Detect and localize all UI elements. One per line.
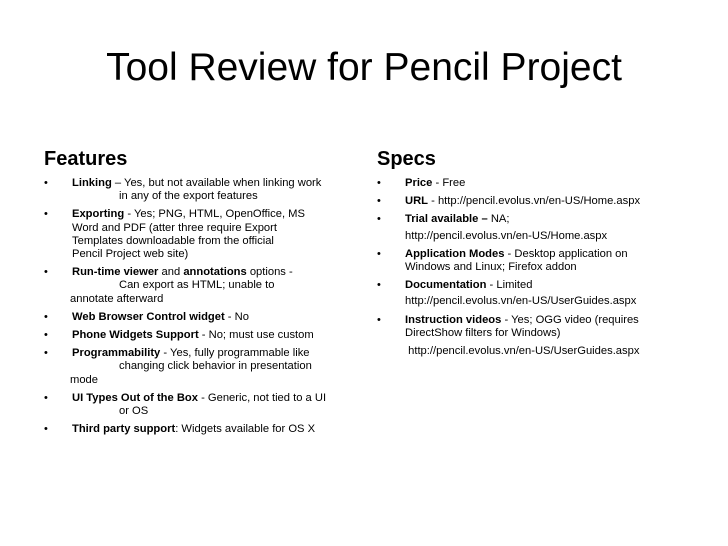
bullet-icon: • — [44, 266, 48, 279]
list-item: • Application Modes - Desktop application on Windows and Linux; Firefox addon — [377, 247, 628, 274]
list-item: • Phone Widgets Support - No; must use custom — [44, 329, 314, 342]
bullet-icon: • — [377, 247, 381, 260]
bullet-icon: • — [44, 423, 48, 436]
list-item: • Trial available – NA; http://pencil.evolus.vn/en-US/Home.aspx — [377, 213, 608, 242]
slide-title: Tool Review for Pencil Project — [106, 46, 622, 89]
specs-list — [377, 177, 677, 363]
list-item: • UI Types Out of the Box - Generic, not tied to a UI or OS — [44, 391, 327, 418]
list-item: • Price - Free — [377, 177, 466, 189]
features-heading: Features — [44, 148, 128, 170]
bullet-icon: • — [44, 177, 48, 189]
list-item: • Linking – Yes, but not available when linking work in any of the export features — [44, 177, 322, 203]
bullet-icon: • — [377, 279, 381, 292]
list-item: • Documentation - Limited http://pencil.evolus.vn/en-US/UserGuides.aspx — [377, 279, 637, 308]
bullet-icon: • — [44, 310, 48, 323]
features-list — [44, 177, 364, 441]
list-item: • Instruction videos - Yes; OGG video (requires DirectShow filters for Windows) http://pencil.evolus.vn/en-US/UserGuides.aspx — [377, 313, 640, 358]
list-item: • Run-time viewer and annotations options - Can export as HTML; unable to annotate afterward — [44, 266, 293, 305]
list-item: • Web Browser Control widget - No — [44, 310, 249, 323]
list-item: • Programmability - Yes, fully programmable like changing click behavior in presentation mode — [44, 347, 312, 386]
bullet-icon: • — [44, 391, 48, 404]
list-item: • Exporting - Yes; PNG, HTML, OpenOffice, MS Word and PDF (atter three require Export Templates downloadable from the official Pencil Project web site) — [44, 208, 305, 261]
list-item: • Third party support: Widgets available for OS X — [44, 423, 316, 436]
bullet-icon: • — [377, 195, 381, 208]
bullet-icon: • — [44, 329, 48, 342]
bullet-icon: • — [377, 177, 381, 189]
bullet-icon: • — [44, 208, 48, 221]
bullet-icon: • — [44, 347, 48, 360]
bullet-icon: • — [377, 213, 381, 226]
specs-heading: Specs — [377, 148, 436, 170]
bullet-icon: • — [377, 313, 381, 326]
list-item: • URL - http://pencil.evolus.vn/en-US/Home.aspx — [377, 195, 641, 208]
